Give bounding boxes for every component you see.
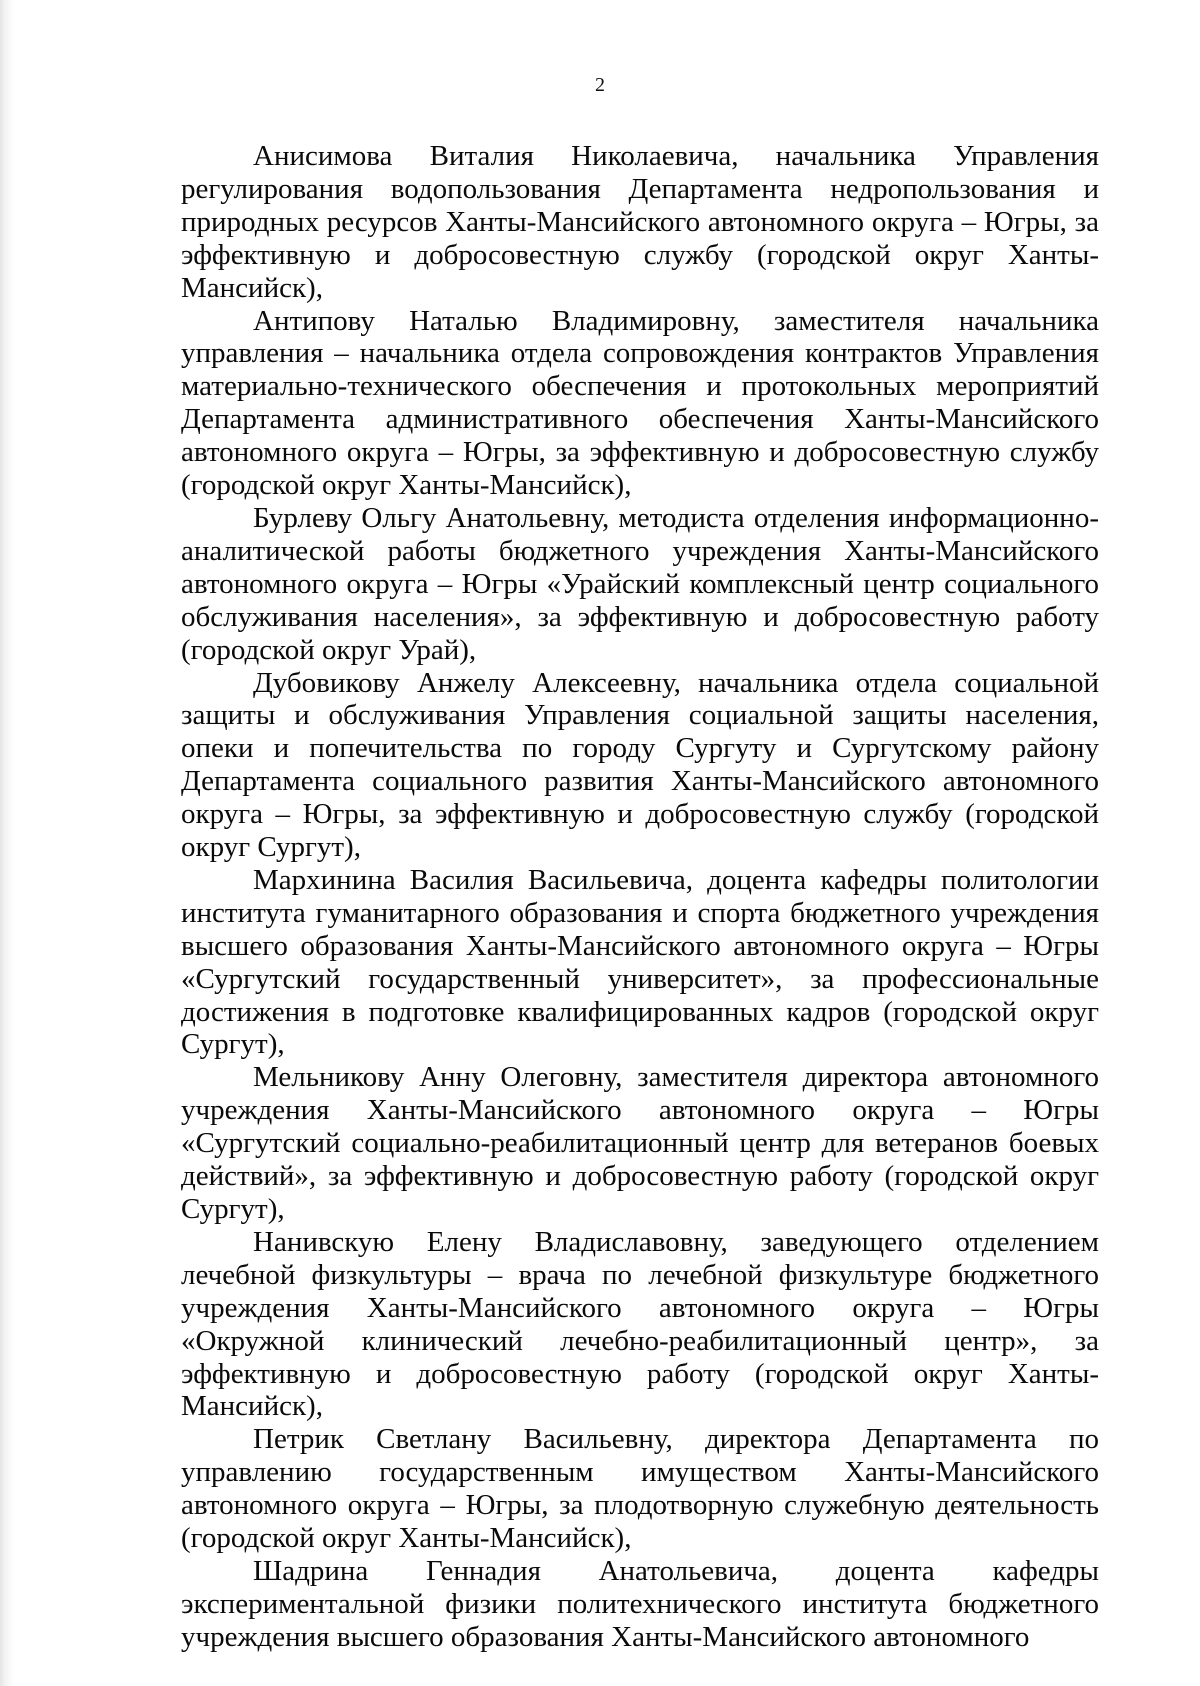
- award-entry-melnikova: Мельникову Анну Олеговну, заместителя директора автономного учреждения Ханты-Мансийского автономного округа – Югры «Сургутский социально-реабилитационный центр для ветеранов боевых действий», за эффективную и добросовестную работу (городской округ Сургут),: [181, 1061, 1099, 1225]
- award-entry-anisimov: Анисимова Виталия Николаевича, начальника Управления регулирования водопользования Департамента недропользования и природных ресурсов Ханты-Мансийского автономного округа – Югры, за эффективную и добросовестную службу (городской округ Ханты-Мансийск),: [181, 140, 1099, 304]
- award-entry-nanivskaya: Нанивскую Елену Владиславовну, заведующего отделением лечебной физкультуры – врача по лечебной физкультуре бюджетного учреждения Ханты-Мансийского автономного округа – Югры «Окружной клинический лечебно-реабилитационный центр», за эффективную и добросовестную работу (городской округ Ханты-Мансийск),: [181, 1225, 1099, 1423]
- award-entry-petrik: Петрик Светлану Васильевну, директора Департамента по управлению государственным имуществом Ханты-Мансийского автономного округа – Югры, за плодотворную служебную деятельность (городской округ Ханты-Мансийск),: [181, 1423, 1099, 1555]
- award-entry-shadrin: Шадрина Геннадия Анатольевича, доцента кафедры экспериментальной физики политехнического института бюджетного учреждения высшего образования Ханты-Мансийского автономного: [181, 1554, 1099, 1653]
- award-entry-dubovikova: Дубовикову Анжелу Алексеевну, начальника отдела социальной защиты и обслуживания Управления социальной защиты населения, опеки и попечительства по городу Сургуту и Сургутскому району Департамента социального развития Ханты-Мансийского автономного округа – Югры, за эффективную и добросовестную службу (городской округ Сургут),: [181, 666, 1099, 864]
- award-entry-burleva: Бурлеву Ольгу Анатольевну, методиста отделения информационно-аналитической работы бюджетного учреждения Ханты-Мансийского автономного округа – Югры «Урайский комплексный центр социального обслуживания населения», за эффективную и добросовестную работу (городской округ Урай),: [181, 501, 1099, 666]
- document-body: [181, 140, 1099, 1654]
- page-number: 2: [595, 74, 605, 96]
- scan-edge-shadow: [0, 0, 14, 1686]
- award-entry-markhinin: Мархинина Василия Васильевича, доцента кафедры политологии института гуманитарного образования и спорта бюджетного учреждения высшего образования Ханты-Мансийского автономного округа – Югры «Сургутский государственный университет», за профессиональные достижения в подготовке квалифицированных кадров (городской округ Сургут),: [181, 863, 1099, 1061]
- award-entry-antipova: Антипову Наталью Владимировну, заместителя начальника управления – начальника отдела сопровождения контрактов Управления материально-технического обеспечения и протокольных мероприятий Департамента административного обеспечения Ханты-Мансийского автономного округа – Югры, за эффективную и добросовестную службу (городской округ Ханты-Мансийск),: [181, 304, 1099, 502]
